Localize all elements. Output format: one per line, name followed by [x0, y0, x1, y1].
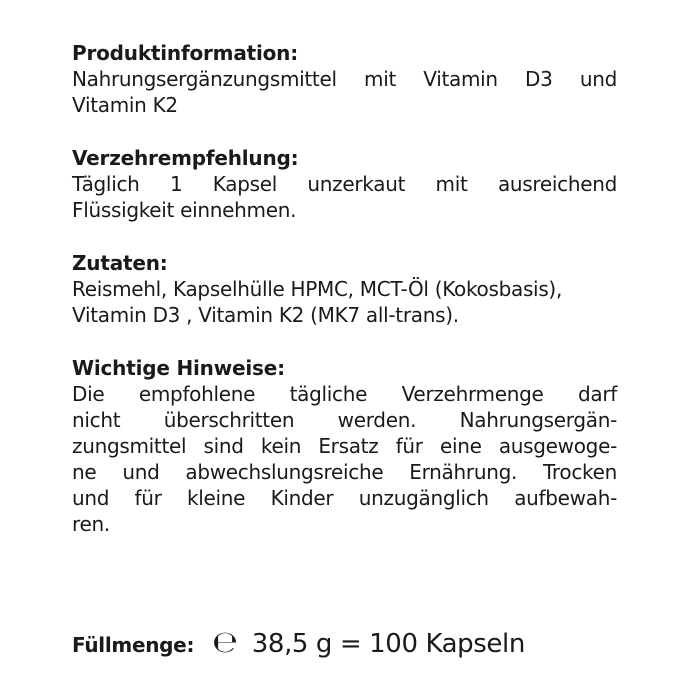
fuellmenge-label: Füllmenge:	[72, 633, 195, 657]
text-line: Flüssigkeit einnehmen.	[72, 198, 297, 222]
estimated-sign-icon: ℮	[212, 625, 238, 660]
text-line: Reismehl, Kapselhülle HPMC, MCT-Öl (Kokosbasis),	[72, 277, 562, 301]
text-line: und für kleine Kinder unzugänglich aufbewah-	[72, 486, 617, 510]
section-produktinformation	[72, 40, 617, 118]
text-line: Die empfohlene tägliche Verzehrmenge darf	[72, 382, 617, 406]
section-verzehrempfehlung	[72, 145, 617, 223]
text-hinweise	[72, 381, 617, 537]
text-line: Täglich 1 Kapsel unzerkaut mit ausreichend	[72, 172, 617, 196]
section-zutaten	[72, 250, 617, 328]
fuellmenge-row	[72, 625, 525, 662]
text-line: ren.	[72, 512, 110, 536]
section-hinweise	[72, 355, 617, 537]
text-zutaten	[72, 276, 617, 328]
heading-hinweise: Wichtige Hinweise:	[72, 356, 285, 380]
heading-produktinformation: Produktinformation:	[72, 41, 299, 65]
heading-verzehrempfehlung: Verzehrempfehlung:	[72, 146, 299, 170]
text-line: Nahrungsergänzungsmittel mit Vitamin D3 und	[72, 67, 617, 91]
fuellmenge-value: 38,5 g = 100 Kapseln	[251, 629, 525, 659]
product-label	[72, 40, 617, 680]
heading-zutaten: Zutaten:	[72, 251, 168, 275]
text-line: ne und abwechslungsreiche Ernährung. Trocken	[72, 460, 617, 484]
text-line: zungsmittel sind kein Ersatz für eine ausgewoge-	[72, 434, 617, 458]
text-line: Vitamin D3 , Vitamin K2 (MK7 all-trans).	[72, 303, 459, 327]
text-verzehrempfehlung	[72, 171, 617, 223]
text-line: nicht überschritten werden. Nahrungsergän-	[72, 408, 617, 432]
text-line: Vitamin K2	[72, 93, 178, 117]
text-produktinformation	[72, 66, 617, 118]
